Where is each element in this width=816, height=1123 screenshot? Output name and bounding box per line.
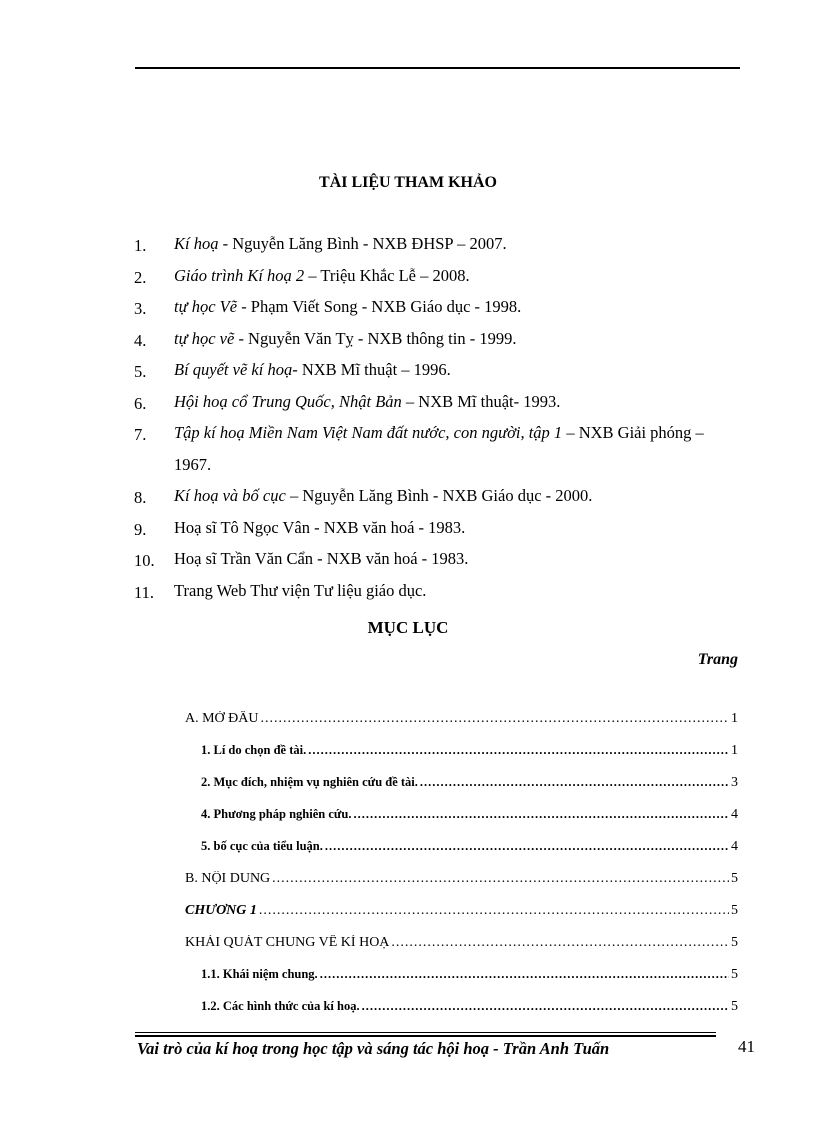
reference-number: 1.	[134, 236, 147, 255]
references-title: TÀI LIỆU THAM KHẢO	[319, 174, 497, 191]
reference-title: Hội hoạ cổ Trung Quốc, Nhật Bản	[174, 391, 402, 411]
header-rule	[135, 67, 740, 69]
reference-text	[174, 386, 740, 418]
toc-entry-page: 4	[731, 807, 738, 822]
reference-number: 6.	[134, 393, 147, 413]
reference-text	[174, 575, 740, 607]
footer-rule	[135, 1032, 716, 1033]
reference-list	[134, 228, 740, 606]
toc-entry-label: 1. Lí do chọn đề tài.	[201, 743, 307, 757]
reference-text	[174, 480, 740, 512]
toc-entry[interactable]	[185, 871, 738, 903]
reference-details: Hoạ sĩ Trần Văn Cẩn - NXB văn hoá - 1983.	[174, 549, 469, 568]
reference-details: – Nguyễn Lăng Bình - NXB Giáo dục - 2000.	[285, 486, 593, 505]
toc-entry-page: 5	[731, 999, 738, 1014]
toc-entry-label: KHÁI QUÁT CHUNG VỀ KÍ HOẠ	[185, 935, 390, 950]
reference-details: – Triệu Khắc Lễ – 2008.	[304, 265, 470, 285]
toc-entry-label: 1.1. Khái niệm chung.	[201, 967, 318, 981]
reference-details: - Phạm Viết Song - NXB Giáo dục - 1998.	[237, 297, 522, 316]
reference-item	[134, 417, 740, 480]
reference-item	[134, 512, 740, 544]
toc-entry-page: 4	[731, 839, 738, 854]
reference-item	[134, 260, 740, 292]
reference-number: 8.	[134, 488, 147, 507]
toc-entry[interactable]	[185, 743, 738, 775]
reference-text	[174, 354, 740, 386]
toc-entry-page: 5	[731, 903, 738, 918]
reference-text	[174, 512, 740, 544]
toc-entry[interactable]	[185, 711, 738, 743]
reference-title: Tập kí hoạ Miền Nam Việt Nam đất nước, con người, tập 1	[174, 423, 563, 442]
toc-entry[interactable]	[185, 775, 738, 807]
reference-details: Trang Web Thư viện Tư liệu giáo dục.	[174, 580, 427, 600]
toc-leader-dots	[391, 935, 729, 951]
reference-number: 3.	[134, 299, 147, 318]
reference-details: - NXB Mĩ thuật – 1996.	[292, 360, 451, 379]
reference-item	[134, 480, 740, 512]
reference-text	[174, 543, 740, 575]
reference-details: – NXB Giải phóng – 1967.	[174, 423, 704, 474]
reference-title: tự học vẽ	[174, 328, 235, 348]
footer-rule	[135, 1035, 716, 1037]
footer-text: Vai trò của kí hoạ trong học tập và sáng tác hội hoạ - Trần Anh Tuấn	[137, 1039, 610, 1058]
reference-item	[134, 575, 740, 607]
reference-text	[174, 291, 740, 323]
page-number: 41	[738, 1037, 755, 1056]
reference-item	[134, 291, 740, 323]
toc-entry-page: 3	[731, 775, 738, 790]
toc-entry[interactable]	[185, 839, 738, 871]
toc-page-column-label: Trang	[697, 651, 738, 668]
reference-number: 7.	[134, 425, 147, 444]
reference-title: tự học Vẽ	[174, 297, 238, 316]
reference-details: Hoạ sĩ Tô Ngọc Vân - NXB văn hoá - 1983.	[174, 517, 466, 537]
toc-leader-dots	[308, 743, 729, 758]
toc-entry-label: A. MỞ ĐẦU	[185, 711, 259, 726]
reference-number: 9.	[134, 519, 147, 539]
toc-entry[interactable]	[185, 999, 738, 1031]
toc-leader-dots	[259, 903, 729, 919]
toc-entry[interactable]	[185, 807, 738, 839]
toc-entry[interactable]	[185, 903, 738, 935]
reference-item	[134, 543, 740, 575]
toc-leader-dots	[272, 871, 729, 887]
toc-entry-label: CHƯƠNG 1	[185, 903, 257, 918]
toc-entry[interactable]	[185, 967, 738, 999]
reference-item	[134, 354, 740, 386]
toc-leader-dots	[261, 711, 730, 727]
reference-title: Giáo trình Kí hoạ 2	[174, 265, 305, 285]
toc-entry-label: 2. Mục đích, nhiệm vụ nghiên cứu đề tài.	[201, 775, 418, 789]
toc-entry-page: 1	[731, 743, 738, 758]
reference-text	[174, 417, 740, 480]
reference-number: 2.	[134, 267, 147, 287]
toc-entry-label: 4. Phương pháp nghiên cứu.	[201, 807, 352, 821]
reference-number: 4.	[134, 330, 147, 350]
table-of-contents	[185, 711, 738, 1031]
toc-entry-page: 5	[731, 871, 738, 886]
reference-number: 5.	[134, 362, 147, 381]
reference-item	[134, 228, 740, 260]
toc-entry[interactable]	[185, 935, 738, 967]
toc-entry-label: 1.2. Các hình thức của kí hoạ.	[201, 999, 360, 1013]
toc-title: MỤC LỤC	[367, 618, 449, 637]
reference-title: Kí hoạ và bố cục	[174, 486, 286, 505]
reference-title: Bí quyết vẽ kí hoạ	[174, 360, 293, 379]
toc-leader-dots	[320, 967, 729, 982]
reference-text	[174, 228, 740, 260]
reference-number: 11.	[134, 582, 155, 602]
reference-item	[134, 386, 740, 418]
reference-text	[174, 260, 740, 292]
reference-text	[174, 323, 740, 355]
toc-leader-dots	[325, 839, 729, 854]
toc-leader-dots	[353, 807, 729, 822]
toc-entry-label: 5. bố cục của tiểu luận.	[201, 839, 323, 853]
reference-details: - Nguyễn Văn Tỵ - NXB thông tin - 1999.	[234, 328, 517, 348]
reference-number: 10.	[134, 551, 155, 570]
toc-leader-dots	[362, 999, 729, 1014]
reference-details: - Nguyễn Lăng Bình - NXB ĐHSP – 2007.	[218, 234, 507, 253]
reference-title: Kí hoạ	[174, 234, 219, 253]
reference-item	[134, 323, 740, 355]
reference-details: – NXB Mĩ thuật- 1993.	[401, 391, 561, 411]
toc-entry-label: B. NỘI DUNG	[185, 871, 271, 886]
toc-entry-page: 1	[731, 711, 738, 726]
toc-leader-dots	[420, 775, 729, 790]
toc-entry-page: 5	[731, 935, 738, 950]
toc-entry-page: 5	[731, 967, 738, 982]
